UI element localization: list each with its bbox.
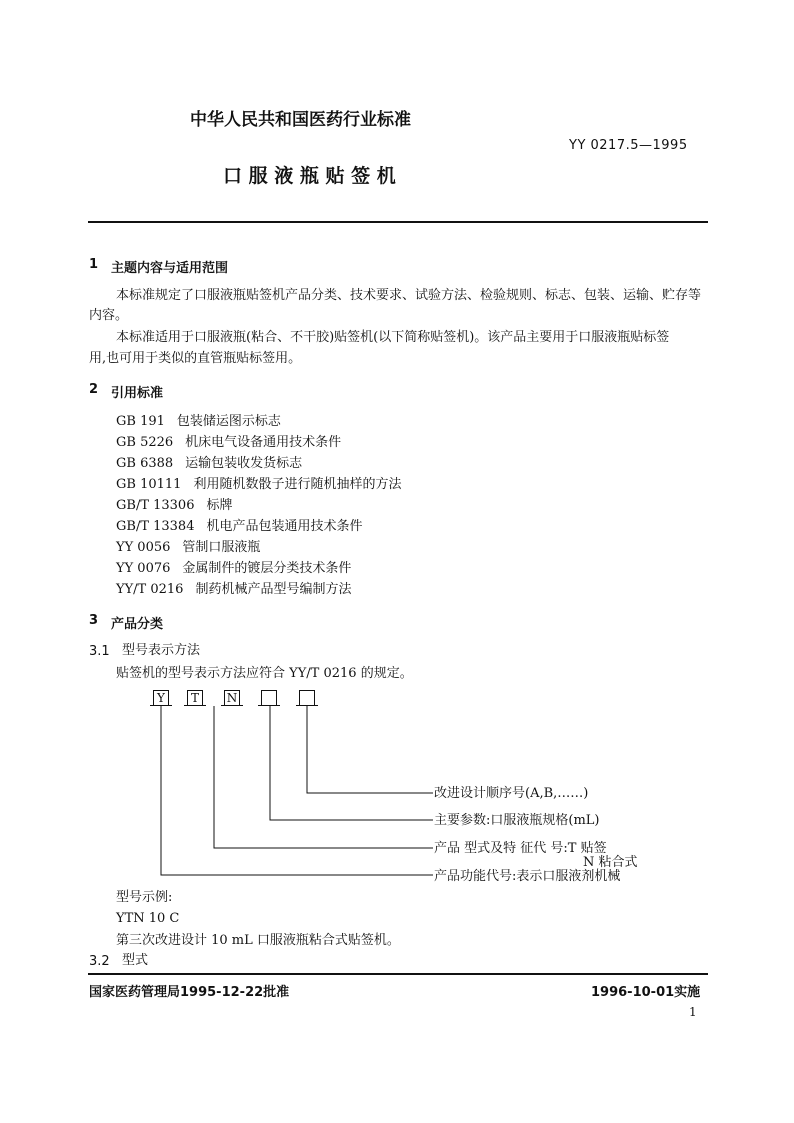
reference-code: YY 0056 [116, 540, 171, 555]
label-main-parameter: 主要参数:口服液瓶规格(mL) [434, 813, 600, 828]
section-1-paragraph-1-line-1: 本标准规定了口服液瓶贴签机产品分类、技术要求、试验方法、检验规则、标志、包装、运输、贮存等 [116, 288, 702, 303]
subsection-3-1-number: 3.1 [89, 644, 110, 659]
leader-line-type [214, 706, 433, 848]
standard-code: YY 0217.5—1995 [569, 138, 688, 153]
model-box-t: T [187, 690, 203, 705]
example-code: YTN 10 C [116, 911, 180, 926]
section-1-paragraph-2-line-1: 本标准适用于口服液瓶(粘合、不干胶)贴签机(以下简称贴签机)。该产品主要用于口服液瓶贴标签 [116, 330, 670, 345]
label-type-code: 产品 型式及特 征代 号:T 贴签 [434, 841, 607, 856]
reference-code: GB/T 13384 [116, 519, 195, 534]
leader-line-function [161, 706, 433, 875]
reference-title: 标牌 [206, 498, 233, 513]
page-number: 1 [689, 1005, 697, 1019]
reference-code: GB 6388 [116, 456, 174, 471]
subsection-3-2-number: 3.2 [89, 954, 110, 969]
section-2-number: 2 [89, 382, 99, 397]
reference-title: 利用随机数骰子进行随机抽样的方法 [193, 477, 402, 492]
model-box-n: N [224, 690, 240, 705]
document-title: 口 服 液 瓶 贴 签 机 [223, 165, 396, 187]
approval-line: 国家医药管理局1995-12-22批准 [89, 985, 290, 1000]
reference-title: 管制口服液瓶 [182, 540, 261, 555]
subsection-3-1-title: 型号表示方法 [122, 643, 201, 658]
label-revision-sequence: 改进设计顺序号(A,B,……) [434, 786, 589, 801]
reference-code: GB 191 [116, 414, 165, 429]
section-2-heading: 引用标准 [111, 386, 164, 401]
leader-line-parameter [270, 706, 433, 820]
reference-code: GB 5226 [116, 435, 174, 450]
section-3-number: 3 [89, 613, 99, 628]
example-label: 型号示例: [116, 890, 173, 905]
reference-title: 机床电气设备通用技术条件 [185, 435, 342, 450]
implementation-date: 1996-10-01实施 [591, 985, 701, 1000]
reference-title: 包装储运图示标志 [176, 414, 281, 429]
reference-code: GB/T 13306 [116, 498, 195, 513]
reference-code: GB 10111 [116, 477, 182, 492]
model-box-y: Y [153, 690, 169, 705]
reference-title: 金属制件的镀层分类技术条件 [182, 561, 352, 576]
label-type-code-adhesive: N 粘合式 [583, 855, 638, 870]
leader-line-revision [307, 706, 433, 793]
issuing-body: 中华人民共和国医药行业标准 [190, 110, 411, 130]
label-function-code: 产品功能代号:表示口服液剂机械 [434, 869, 621, 884]
reference-code: YY/T 0216 [116, 582, 184, 597]
section-1-number: 1 [89, 257, 99, 272]
section-1-heading: 主题内容与适用范围 [111, 261, 229, 276]
section-1-paragraph-1-line-2: 内容。 [89, 308, 129, 323]
subsection-3-2-title: 型式 [122, 953, 149, 968]
section-1-paragraph-2-line-2: 用,也可用于类似的直管瓶贴标签用。 [89, 351, 302, 366]
subsection-3-1-text: 贴签机的型号表示方法应符合 YY/T 0216 的规定。 [116, 666, 413, 681]
reference-title: 机电产品包装通用技术条件 [206, 519, 363, 534]
example-description: 第三次改进设计 10 mL 口服液瓶粘合式贴签机。 [116, 933, 400, 948]
reference-title: 制药机械产品型号编制方法 [195, 582, 352, 597]
reference-code: YY 0076 [116, 561, 171, 576]
section-3-heading: 产品分类 [111, 617, 164, 632]
footer-rule [88, 973, 708, 975]
reference-title: 运输包装收发货标志 [185, 456, 303, 471]
